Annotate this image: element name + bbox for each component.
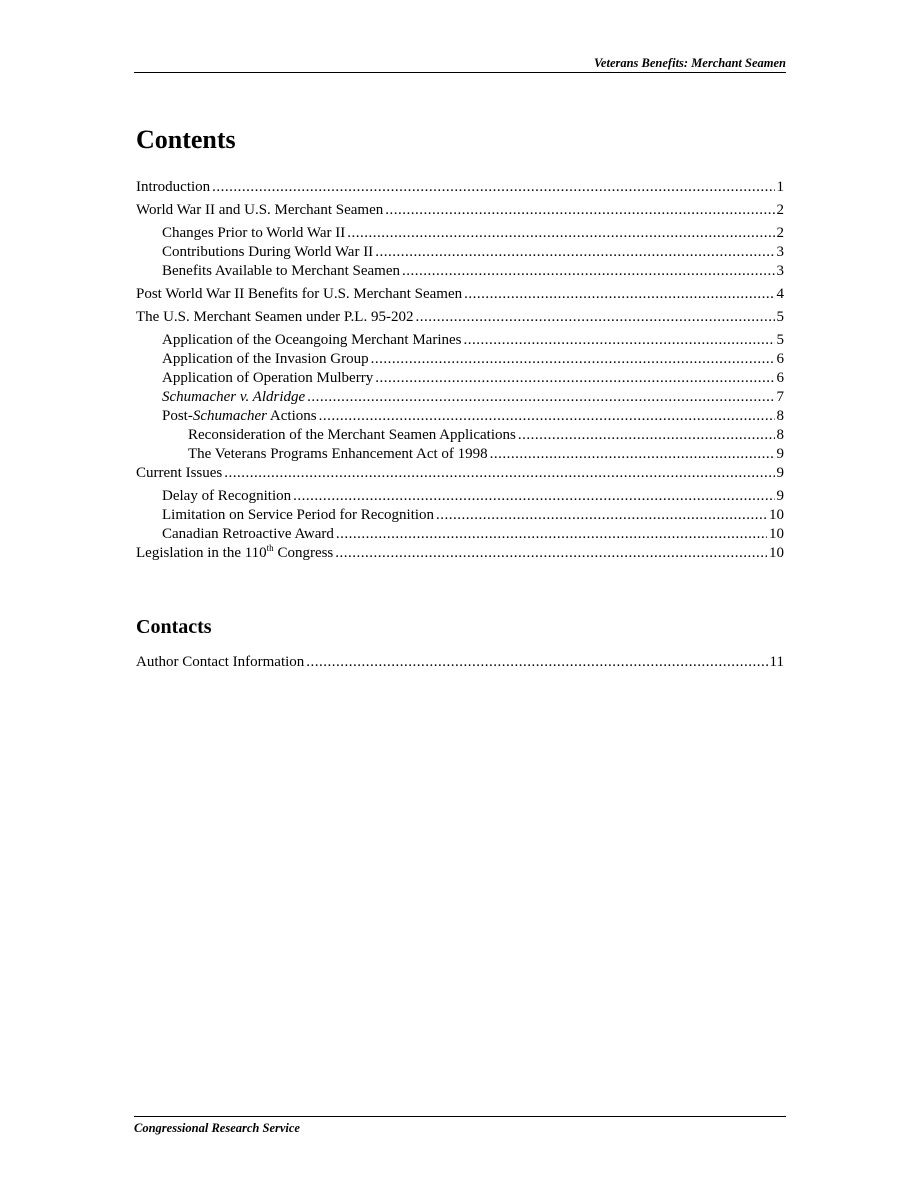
title-prefix: Legislation in the 110 <box>136 545 267 561</box>
toc-entry-title: Canadian Retroactive Award <box>162 526 334 542</box>
toc-entry-title: Contributions During World War II <box>162 244 374 260</box>
toc-leader-dots <box>224 464 774 483</box>
toc-entry-reconsideration[interactable] <box>136 426 784 445</box>
toc-entry-title: Post World War II Benefits for U.S. Merchant Seamen <box>136 286 463 302</box>
toc-entry-title: Limitation on Service Period for Recognition <box>162 507 435 523</box>
toc-page-number: 7 <box>776 389 784 405</box>
contacts-heading: Contacts <box>136 616 212 638</box>
toc-entry-title: Application of Operation Mulberry <box>162 370 374 386</box>
toc-page-number: 3 <box>776 244 784 260</box>
toc-page-number: 9 <box>776 446 784 462</box>
toc-entry-benefits-available[interactable] <box>136 262 784 281</box>
case-name: Schumacher <box>192 408 267 424</box>
toc-leader-dots <box>375 243 774 262</box>
toc-leader-dots <box>306 653 767 672</box>
toc-entry-title: The U.S. Merchant Seamen under P.L. 95-202 <box>136 309 414 325</box>
toc-page-number: 4 <box>776 286 784 302</box>
toc-leader-dots <box>402 262 775 281</box>
toc-entry-oceangoing[interactable] <box>136 331 784 350</box>
toc-page-number: 8 <box>776 427 784 443</box>
toc-entry-contributions[interactable] <box>136 243 784 262</box>
toc-entry-author-contact[interactable] <box>136 653 784 672</box>
toc-entry-changes-prior[interactable] <box>136 224 784 243</box>
toc-leader-dots <box>385 201 774 220</box>
toc-page-number: 3 <box>776 263 784 279</box>
case-name: Schumacher v. Aldridge <box>162 389 306 405</box>
toc-leader-dots <box>415 308 774 327</box>
toc-entry-post-schumacher[interactable] <box>136 407 784 426</box>
title-prefix: Post- <box>162 408 193 424</box>
toc-entry-title: World War II and U.S. Merchant Seamen <box>136 202 384 218</box>
toc-page-number: 5 <box>776 332 784 348</box>
toc-entry-introduction[interactable] <box>136 178 784 197</box>
contacts-list <box>136 653 784 672</box>
toc-leader-dots <box>335 544 767 563</box>
toc-leader-dots <box>293 487 774 506</box>
toc-leader-dots <box>371 350 775 369</box>
toc-entry-post-wwii-benefits[interactable] <box>136 285 784 304</box>
toc-entry-title: Changes Prior to World War II <box>162 225 346 241</box>
ordinal-suffix: th <box>266 543 274 553</box>
toc-entry-delay-of-recognition[interactable] <box>136 487 784 506</box>
toc-entry-title: Delay of Recognition <box>162 488 292 504</box>
toc-page-number: 8 <box>776 408 784 424</box>
toc-page-number: 2 <box>776 225 784 241</box>
toc-entry-title: Application of the Oceangoing Merchant Marines <box>162 332 462 348</box>
toc-entry-title <box>162 388 305 407</box>
toc-leader-dots <box>336 525 767 544</box>
toc-leader-dots <box>436 506 767 525</box>
title-suffix: Actions <box>267 408 317 424</box>
title-suffix: Congress <box>273 545 334 561</box>
toc-entry-title: Application of the Invasion Group <box>162 351 369 367</box>
toc-page-number: 10 <box>769 526 784 542</box>
running-header: Veterans Benefits: Merchant Seamen <box>134 56 786 73</box>
toc-entry-title: Benefits Available to Merchant Seamen <box>162 263 400 279</box>
toc-entry-legislation[interactable] <box>136 544 784 563</box>
toc-page-number: 10 <box>769 545 784 561</box>
toc-entry-title: Author Contact Information <box>136 654 305 670</box>
toc-leader-dots <box>307 388 774 407</box>
toc-leader-dots <box>347 224 774 243</box>
toc-entry-title <box>162 407 317 426</box>
toc-leader-dots <box>464 331 775 350</box>
toc-entry-title: Current Issues <box>136 465 223 481</box>
toc-leader-dots <box>375 369 774 388</box>
toc-entry-invasion-group[interactable] <box>136 350 784 369</box>
toc-entry-canadian-award[interactable] <box>136 525 784 544</box>
toc-page-number: 10 <box>769 507 784 523</box>
toc-entry-title: Reconsideration of the Merchant Seamen Applications <box>188 427 516 443</box>
toc-entry-limitation[interactable] <box>136 506 784 525</box>
toc-page-number: 1 <box>776 179 784 195</box>
toc-entry-mulberry[interactable] <box>136 369 784 388</box>
toc-leader-dots <box>319 407 775 426</box>
toc-page-number: 6 <box>776 370 784 386</box>
toc-entry-title: Introduction <box>136 179 211 195</box>
toc-leader-dots <box>212 178 774 197</box>
toc-entry-world-war-ii[interactable] <box>136 201 784 220</box>
toc-page-number: 6 <box>776 351 784 367</box>
toc-page-number: 9 <box>776 488 784 504</box>
toc-page-number: 9 <box>776 465 784 481</box>
toc-entry-schumacher-v-aldridge[interactable] <box>136 388 784 407</box>
toc-entry-title: The Veterans Programs Enhancement Act of 1998 <box>188 446 488 462</box>
toc-entry-pl-95-202[interactable] <box>136 308 784 327</box>
toc-leader-dots <box>490 445 775 464</box>
toc-entry-title <box>136 544 333 563</box>
toc-leader-dots <box>518 426 775 445</box>
toc-page-number: 5 <box>776 309 784 325</box>
contents-heading: Contents <box>136 125 236 154</box>
toc-page-number: 11 <box>769 654 784 670</box>
toc-entry-enhancement-act[interactable] <box>136 445 784 464</box>
toc-page-number: 2 <box>776 202 784 218</box>
toc-leader-dots <box>464 285 774 304</box>
running-footer: Congressional Research Service <box>134 1116 786 1136</box>
toc-entry-current-issues[interactable] <box>136 464 784 483</box>
table-of-contents <box>136 178 784 563</box>
